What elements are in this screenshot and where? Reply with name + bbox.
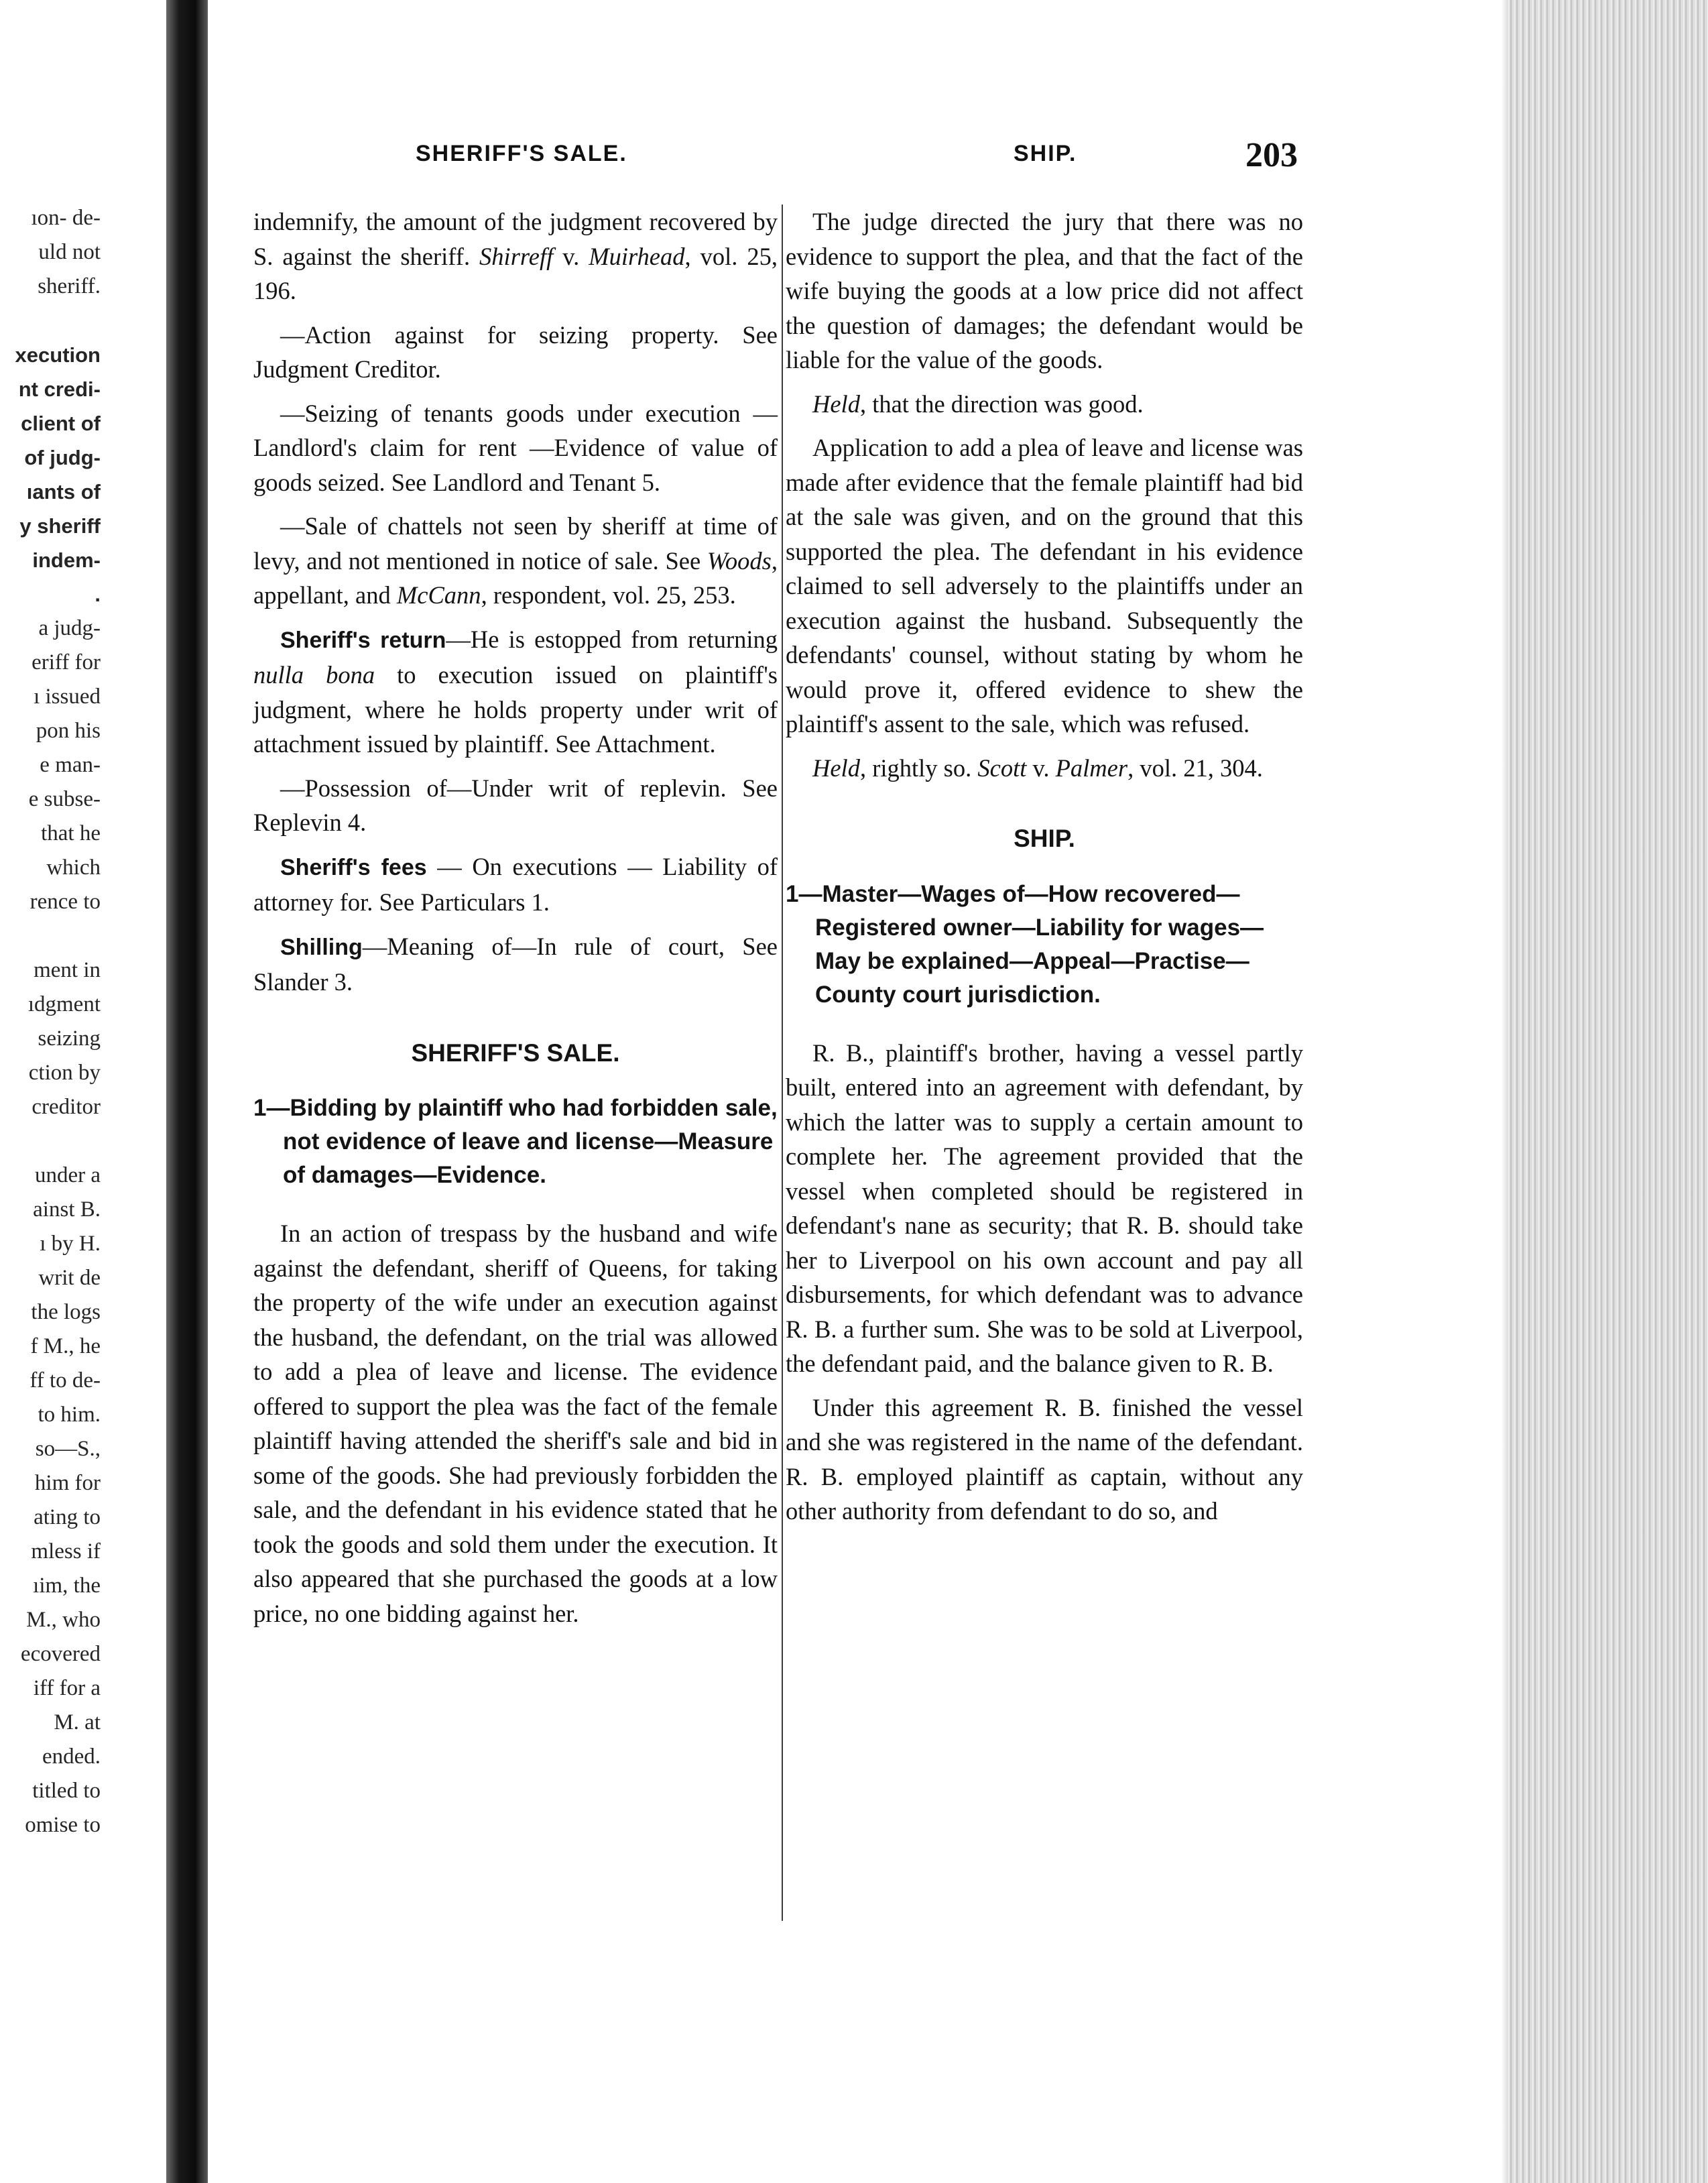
- facing-page-line: ıants of: [26, 480, 101, 504]
- entry-text: indemnify, the amount of the judgment recovered by S. against the sheriff.: [253, 208, 778, 270]
- facing-page-line: that he: [41, 821, 101, 845]
- facing-page-line: [0, 304, 101, 338]
- facing-page-line: ı by H.: [40, 1232, 101, 1256]
- facing-page-line: xecution: [15, 343, 101, 367]
- entry-text: , vol. 21, 304.: [1127, 754, 1263, 782]
- facing-page-line: sheriff.: [38, 274, 101, 298]
- running-head-left: SHERIFF'S SALE.: [416, 141, 627, 166]
- facing-page-line: eriff for: [32, 650, 101, 674]
- facing-page-line: mless if: [31, 1539, 101, 1564]
- index-entry: [253, 929, 778, 1000]
- headnote: 1—Master—Wages of—How recovered—Registered owner—Liability for wages—May be explained—Appeal—Practise—County court jurisdiction.: [786, 880, 1264, 1008]
- section-title: SHIP.: [1014, 825, 1075, 852]
- case-name: McCann: [396, 581, 481, 609]
- right-column: [786, 204, 1303, 1529]
- facing-page-line: f M., he: [30, 1334, 101, 1358]
- left-column: [253, 204, 778, 1631]
- index-entry: [253, 849, 778, 920]
- holding: [786, 751, 1303, 786]
- held-label: Held: [812, 754, 860, 782]
- body-paragraph: The judge directed the jury that there was no evidence to support the plea, and that the fact of the wife buying the goods at a low price did not affect the question of damages; the defendant would be liable for the value of the goods.: [786, 208, 1303, 373]
- facing-page-line: under a: [34, 1163, 101, 1187]
- latin-term: nulla bona: [253, 661, 375, 689]
- entry-text: —He is estopped from returning: [446, 625, 778, 653]
- section-title: SHERIFF'S SALE.: [411, 1039, 620, 1067]
- facing-page-line: titled to: [32, 1779, 101, 1803]
- facing-page-line: writ de: [38, 1266, 101, 1290]
- facing-page-line: ecovered: [20, 1642, 101, 1666]
- entry-text: , rightly so.: [859, 754, 978, 782]
- case-name: Woods: [707, 546, 772, 575]
- facing-page-line: so—S.,: [35, 1437, 101, 1461]
- facing-page-line: rence to: [29, 890, 101, 914]
- entry-continuation: [253, 204, 778, 308]
- index-entry: —Seizing of tenants goods under execution — Landlord's claim for rent —Evidence of value of goods seized. See Landlord and Tenant 5.: [253, 399, 778, 496]
- body-paragraph: In an action of trespass by the husband and wife against the defendant, sheriff of Queens, for taking the property of the wife under an execution against the husband, the defendant, on the trial was allowed to add a plea of leave and license. The evidence offered to support the plea was the fact of the female plaintiff having attended the sheriff's sale and bid in some of the goods. She had previously forbidden the sale, and the defendant in his evidence stated that he took the goods and sold them under the execution. It also appeared that she purchased the goods at a low price, no one bidding against her.: [253, 1220, 778, 1627]
- case-name: Shirreff: [479, 242, 554, 270]
- entry-heading: Sheriff's return: [280, 627, 446, 653]
- facing-page-line: y sheriff: [19, 514, 101, 538]
- facing-page-line: ı issued: [34, 685, 101, 709]
- facing-page-line: creditor: [32, 1095, 101, 1119]
- facing-page-line: M., who: [26, 1608, 101, 1632]
- facing-page-line: [0, 1124, 101, 1159]
- facing-page-line: omise to: [25, 1813, 101, 1837]
- entry-text: v.: [553, 242, 589, 270]
- facing-page-line: him for: [34, 1471, 101, 1495]
- entry-text: v.: [1026, 754, 1056, 782]
- index-entry: —Action against for seizing property. See Judgment Creditor.: [253, 320, 778, 383]
- facing-page-line: ating to: [34, 1505, 101, 1529]
- facing-page-line: a judg-: [38, 616, 101, 640]
- entry-text: —Sale of chattels not seen by sheriff at time of levy, and not mentioned in notice of sale. See: [253, 512, 778, 575]
- entry-text: , vol. 25, 196.: [253, 242, 778, 304]
- entry-text: , appellant, and: [253, 546, 778, 609]
- entry-text: , respondent, vol. 25, 253.: [481, 581, 736, 609]
- index-entry: [253, 622, 778, 762]
- facing-page-line: uld not: [38, 240, 101, 264]
- facing-page-line: ction by: [28, 1061, 101, 1085]
- facing-page-line: ff to de-: [29, 1368, 101, 1393]
- facing-page-line: e man-: [40, 753, 101, 777]
- facing-page-line: to him.: [38, 1403, 101, 1427]
- case-name: Scott: [977, 754, 1027, 782]
- book-gutter: [166, 0, 208, 2183]
- facing-page-line: iff for a: [33, 1676, 101, 1700]
- facing-page-line: pon his: [36, 719, 101, 743]
- entry-text: —Meaning of—In rule of court, See Slander 3.: [253, 932, 778, 996]
- facing-page-line: seizing: [38, 1026, 101, 1051]
- entry-heading: Shilling: [280, 934, 363, 960]
- body-paragraph: R. B., plaintiff's brother, having a vessel partly built, entered into an agreement with defendant, by which the latter was to supply a certain amount to complete her. The agreement provided that the vessel when completed should be registered in defendant's nane as security; that R. B. should take her to Liverpool on his own account and pay all disbursements, for which defendant was to advance R. B. a further sum. She was to be sold at Liverpool, the defendant paid, and the balance given to R. B.: [786, 1039, 1303, 1377]
- page-block-edges: [1507, 0, 1708, 2183]
- facing-page-line: [0, 919, 101, 953]
- facing-page-line: indem-: [32, 548, 101, 572]
- held-label: Held: [812, 390, 860, 418]
- facing-page-line: ainst B.: [33, 1197, 101, 1222]
- holding: [786, 387, 1303, 422]
- facing-page-line: ıim, the: [33, 1574, 101, 1598]
- facing-page-line: ıon- de-: [31, 206, 101, 230]
- facing-page-line: nt credi-: [18, 377, 101, 401]
- facing-page-line: ended.: [42, 1745, 101, 1769]
- facing-page-line: of judg-: [24, 446, 101, 469]
- page-number: 203: [1245, 136, 1298, 174]
- case-name: Muirhead: [589, 242, 685, 270]
- entry-text: to execution issued on plaintiff's judgment, where he holds property under writ of attachment issued by plaintiff. See Attachment.: [253, 661, 778, 758]
- entry-text: , that the direction was good.: [859, 390, 1144, 418]
- facing-page-line: ıdgment: [27, 992, 101, 1016]
- facing-page-line: client of: [21, 412, 101, 435]
- entry-heading: Sheriff's fees: [280, 854, 427, 880]
- facing-page-line: ment in: [34, 958, 101, 982]
- index-entry: [253, 509, 778, 613]
- facing-page-line: M. at: [54, 1710, 101, 1734]
- headnote: 1—Bidding by plaintiff who had forbidden sale, not evidence of leave and license—Measure of damages—Evidence.: [253, 1095, 778, 1188]
- case-name: Palmer: [1055, 754, 1128, 782]
- index-entry: —Possession of—Under writ of replevin. See Replevin 4.: [253, 774, 778, 836]
- entry-text: — On executions — Liability of attorney for. See Particulars 1.: [253, 852, 778, 916]
- running-head-right: SHIP.: [1014, 141, 1077, 166]
- body-paragraph: Application to add a plea of leave and license was made after evidence that the female plaintiff had bid at the sale was given, and on the ground that this supported the plea. The defendant in his evidence claimed to sell adversely to the plaintiffs under an execution against the husband. Subsequently the defendants' counsel, without stating by whom he would prove it, offered evidence to shew the plaintiff's assent to the sale, which was refused.: [786, 434, 1303, 738]
- body-paragraph: Under this agreement R. B. finished the vessel and she was registered in the name of the defendant. R. B. employed plaintiff as captain, without any other authority from defendant to do so, and: [786, 1393, 1303, 1525]
- facing-page-fragment: [0, 201, 101, 1842]
- facing-page-line: which: [46, 856, 101, 880]
- facing-page-line: e subse-: [28, 787, 101, 811]
- facing-page-line: .: [95, 583, 101, 606]
- facing-page-line: the logs: [31, 1300, 101, 1324]
- column-rule: [782, 204, 783, 1921]
